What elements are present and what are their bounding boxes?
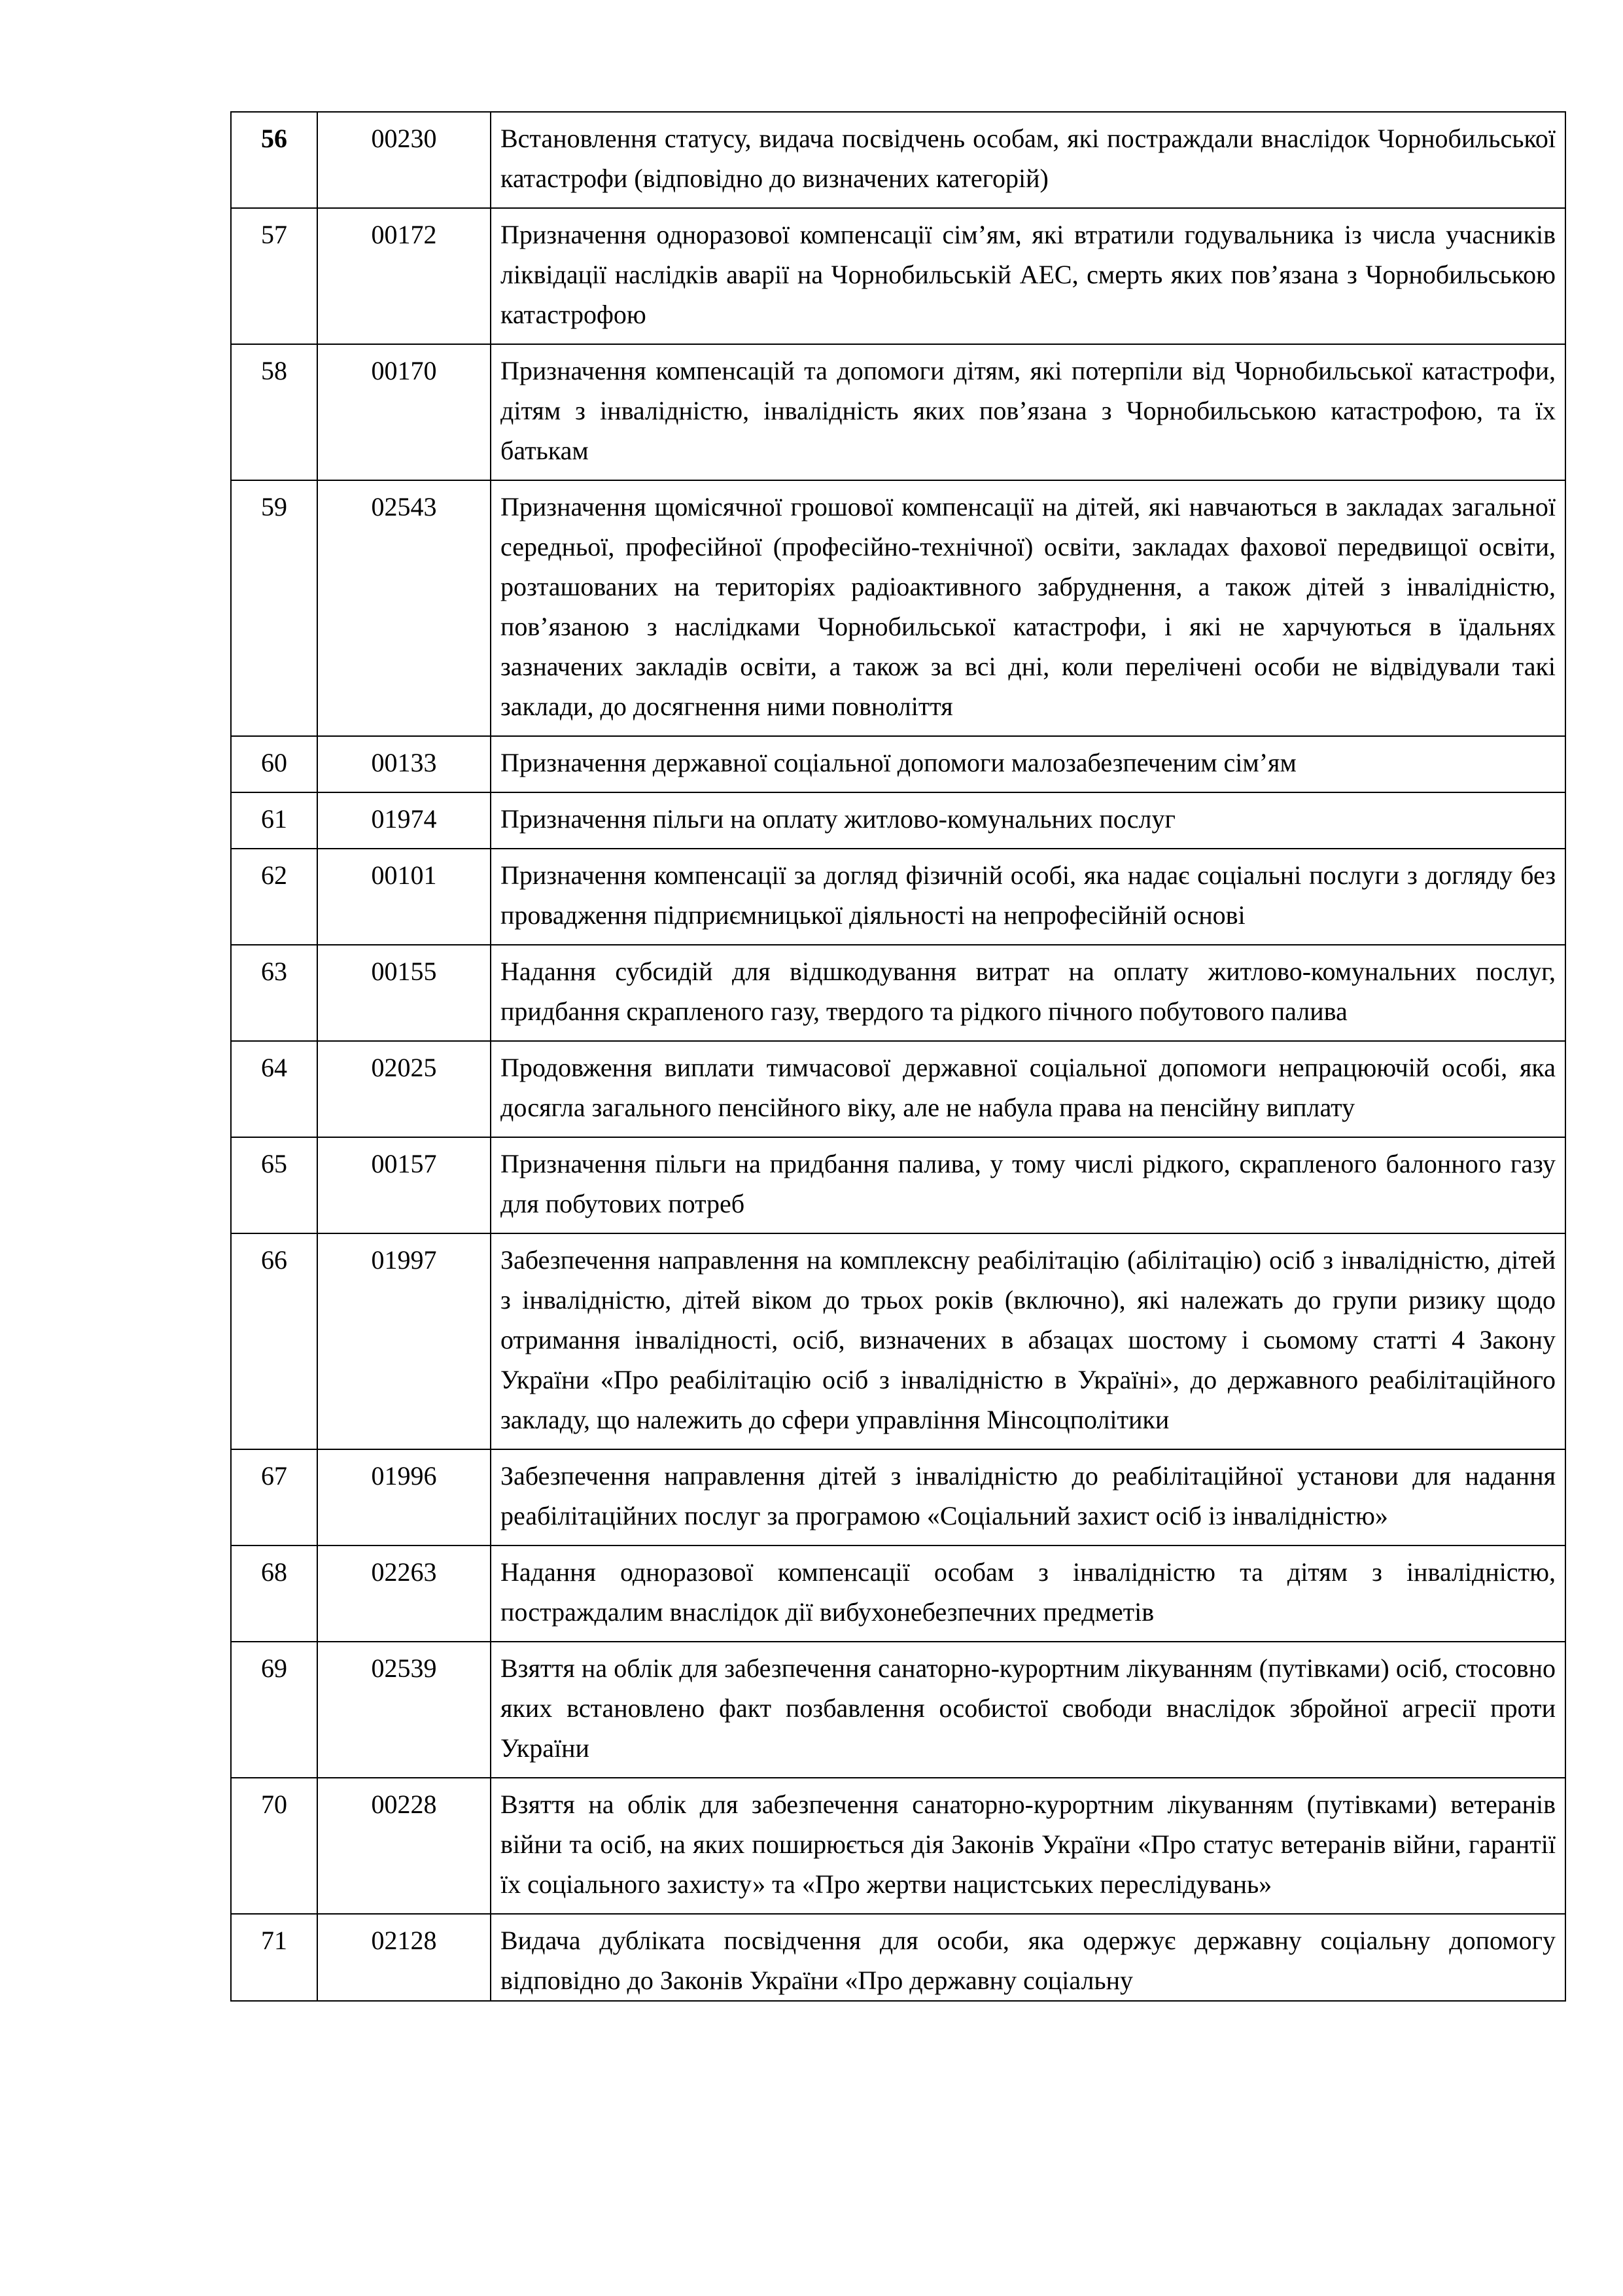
- cell-sequence-number: 71: [231, 1914, 317, 2001]
- cell-service-description: Призначення одноразової компенсації сім’ям, які втратили годувальника із числа учасників ліквідації наслідків аварії на Чорнобильській АЕС, смерть яких пов’язана з Чорнобильською катастрофою: [491, 208, 1565, 344]
- cell-sequence-number: 67: [231, 1449, 317, 1545]
- cell-service-description: Призначення компенсацій та допомоги дітям, які потерпіли від Чорнобильської катастрофи, дітям з інвалідністю, інвалідність яких пов’язана з Чорнобильською катастрофою, та їх батькам: [491, 344, 1565, 480]
- cell-service-description: Забезпечення направлення на комплексну реабілітацію (абілітацію) осіб з інвалідністю, дітей з інвалідністю, дітей віком до трьох років (включно), які належать до групи ризику щодо отримання інвалідності, осіб, визначених в абзацах шостому і сьомому статті 4 Закону України «Про реабілітацію осіб з інвалідністю в Україні», до державного реабілітаційного закладу, що належить до сфери управління Мінсоцполітики: [491, 1233, 1565, 1449]
- table-row: [231, 945, 1565, 1041]
- cell-service-code: 00170: [317, 344, 491, 480]
- cell-service-description: Видача дубліката посвідчення для особи, яка одержує державну соціальну допомогу відповідно до Законів України «Про державну соціальну: [491, 1914, 1565, 2001]
- cell-service-code: 00101: [317, 849, 491, 945]
- cell-service-description: Призначення пільги на оплату житлово-комунальних послуг: [491, 792, 1565, 849]
- cell-sequence-number: 68: [231, 1545, 317, 1642]
- cell-sequence-number: 64: [231, 1041, 317, 1137]
- cell-sequence-number: 61: [231, 792, 317, 849]
- cell-sequence-number: 69: [231, 1642, 317, 1778]
- cell-service-code: 02263: [317, 1545, 491, 1642]
- cell-service-code: 00228: [317, 1778, 491, 1914]
- cell-service-description: Взяття на облік для забезпечення санаторно-курортним лікуванням (путівками) осіб, стосовно яких встановлено факт позбавлення особистої свободи внаслідок збройної агресії проти України: [491, 1642, 1565, 1778]
- cell-service-description: Призначення державної соціальної допомоги малозабезпеченим сім’ям: [491, 736, 1565, 792]
- cell-service-description: Забезпечення направлення дітей з інвалідністю до реабілітаційної установи для надання реабілітаційних послуг за програмою «Соціальний захист осіб із інвалідністю»: [491, 1449, 1565, 1545]
- table-row: [231, 792, 1565, 849]
- cell-service-code: 02128: [317, 1914, 491, 2001]
- cell-service-code: 02539: [317, 1642, 491, 1778]
- table-row: [231, 1137, 1565, 1233]
- cell-sequence-number: 57: [231, 208, 317, 344]
- cell-service-code: 02025: [317, 1041, 491, 1137]
- cell-service-code: 00157: [317, 1137, 491, 1233]
- cell-sequence-number: 60: [231, 736, 317, 792]
- cell-service-code: 00133: [317, 736, 491, 792]
- table-row: [231, 208, 1565, 344]
- services-table-body: [231, 112, 1565, 2001]
- cell-sequence-number: 62: [231, 849, 317, 945]
- cell-service-code: 00155: [317, 945, 491, 1041]
- cell-sequence-number: 59: [231, 480, 317, 736]
- cell-service-description: Призначення компенсації за догляд фізичній особі, яка надає соціальні послуги з догляду без провадження підприємницької діяльності на непрофесійній основі: [491, 849, 1565, 945]
- table-row: [231, 1914, 1565, 2001]
- table-row: [231, 849, 1565, 945]
- services-table: [230, 111, 1566, 2002]
- table-row: [231, 344, 1565, 480]
- cell-service-description: Встановлення статусу, видача посвідчень особам, які постраждали внаслідок Чорнобильської катастрофи (відповідно до визначених категорій): [491, 112, 1565, 208]
- table-row: [231, 480, 1565, 736]
- cell-service-description: Призначення пільги на придбання палива, у тому числі рідкого, скрапленого балонного газу для побутових потреб: [491, 1137, 1565, 1233]
- cell-service-description: Надання субсидій для відшкодування витрат на оплату житлово-комунальних послуг, придбання скрапленого газу, твердого та рідкого пічного побутового палива: [491, 945, 1565, 1041]
- table-row: [231, 1545, 1565, 1642]
- table-row: [231, 1041, 1565, 1137]
- cell-service-description: Надання одноразової компенсації особам з інвалідністю та дітям з інвалідністю, постраждалим внаслідок дії вибухонебезпечних предметів: [491, 1545, 1565, 1642]
- cell-service-code: 01974: [317, 792, 491, 849]
- cell-service-description: Продовження виплати тимчасової державної соціальної допомоги непрацюючій особі, яка досягла загального пенсійного віку, але не набула права на пенсійну виплату: [491, 1041, 1565, 1137]
- cell-sequence-number: 63: [231, 945, 317, 1041]
- table-row: [231, 1778, 1565, 1914]
- table-row: [231, 1642, 1565, 1778]
- cell-sequence-number: 58: [231, 344, 317, 480]
- cell-service-code: 00230: [317, 112, 491, 208]
- cell-service-code: 02543: [317, 480, 491, 736]
- cell-service-code: 00172: [317, 208, 491, 344]
- cell-service-code: 01997: [317, 1233, 491, 1449]
- table-row: [231, 736, 1565, 792]
- cell-service-code: 01996: [317, 1449, 491, 1545]
- table-row: [231, 1449, 1565, 1545]
- table-row: [231, 1233, 1565, 1449]
- cell-sequence-number: 66: [231, 1233, 317, 1449]
- cell-sequence-number: 70: [231, 1778, 317, 1914]
- cell-sequence-number: 56: [231, 112, 317, 208]
- cell-service-description: Призначення щомісячної грошової компенсації на дітей, які навчаються в закладах загальної середньої, професійної (професійно-технічної) освіти, закладах фахової передвищої освіти, розташованих на територіях радіоактивного забруднення, а також дітей з інвалідністю, пов’язаною з наслідками Чорнобильської катастрофи, і які не харчуються в їдальнях зазначених закладів освіти, а також за всі дні, коли перелічені особи не відвідували такі заклади, до досягнення ними повноліття: [491, 480, 1565, 736]
- cell-service-description: Взяття на облік для забезпечення санаторно-курортним лікуванням (путівками) ветеранів війни та осіб, на яких поширюється дія Законів України «Про статус ветеранів війни, гарантії їх соціального захисту» та «Про жертви нацистських переслідувань»: [491, 1778, 1565, 1914]
- cell-sequence-number: 65: [231, 1137, 317, 1233]
- table-row: [231, 112, 1565, 208]
